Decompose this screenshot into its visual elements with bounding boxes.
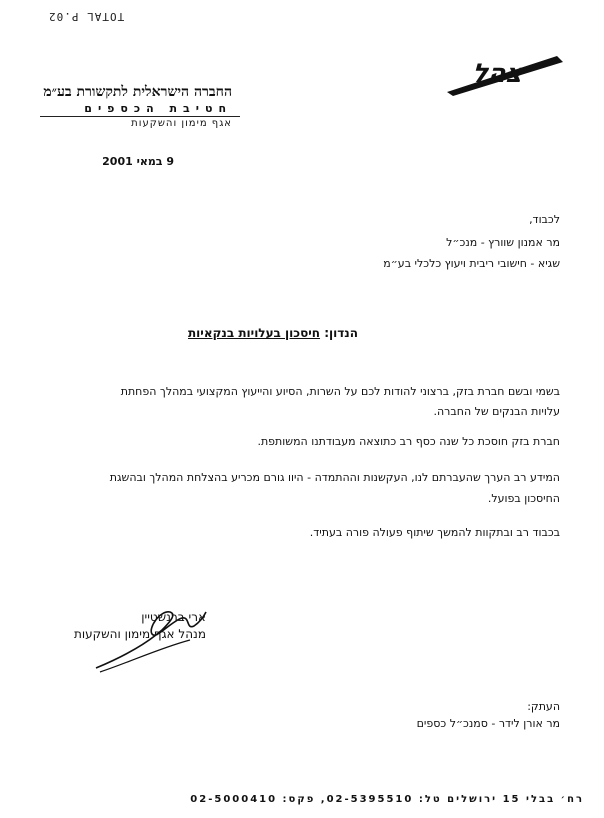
signatory-title: מנהל אגף מימון והשקעות — [73, 627, 206, 641]
department-name: אגף מימון והשקעות — [131, 118, 232, 129]
body-paragraph-4: בכבוד רב ובתקוות להמשך שיתוף פעולה פורה בעתיד. — [309, 526, 560, 539]
cc-recipient: מר אורן לידר - סמנכ״ל כספים — [416, 717, 560, 730]
fax-page-header: TOTAL P.02 — [48, 10, 125, 23]
logo-text: צהל — [469, 58, 529, 89]
company-logo — [445, 52, 565, 96]
recipient-company: שגיא - חישובי ריבית ויעוץ כלכלי בע״מ — [383, 257, 560, 270]
org-name: החברה הישראלית לתקשורת בע״מ — [43, 84, 232, 100]
body-paragraph-3-line-2: החיסכון בפועל. — [487, 492, 560, 505]
cc-label: העתק: — [527, 700, 560, 713]
subject-value: חיסכון בעלויות בנקאיות — [187, 326, 321, 340]
division-name: חטיבת הכספים — [84, 102, 232, 115]
body-paragraph-3-line-1: המידע רב הערך שהעברתם לנו, העקשנות וההתמדה - היוו גורם מכריע בהצלחת המהלך ובהשגת — [109, 471, 560, 484]
letter-date: 9 במאי 2001 — [102, 155, 174, 168]
subject-line — [188, 326, 358, 340]
body-paragraph-1-line-1: בשמי ובשם חברת בזק, ברצוני להודות לכם על השרות, הסיוע והייעוץ המקצועי במהלך הפחתת — [120, 385, 560, 398]
salutation: לכבוד, — [529, 213, 560, 226]
letterhead-divider — [40, 116, 240, 117]
subject-label: הנדון: — [324, 326, 358, 340]
body-paragraph-2: חברת בזק חוסכת כל שנה כסף רב כתוצאה מעבודתנו המשותפת. — [257, 435, 560, 448]
letterhead-footer: רח׳ בבלי 15 ירושלים טל: 02-5395510, פקס: 02-5000410 — [190, 794, 584, 805]
body-paragraph-1-line-2: עלויות הבנקים של החברה. — [433, 405, 560, 418]
recipient-name: מר אמנון שוורץ - מנכ״ל — [446, 236, 560, 249]
signatory-name: ארי ברנשטיין — [141, 610, 206, 624]
